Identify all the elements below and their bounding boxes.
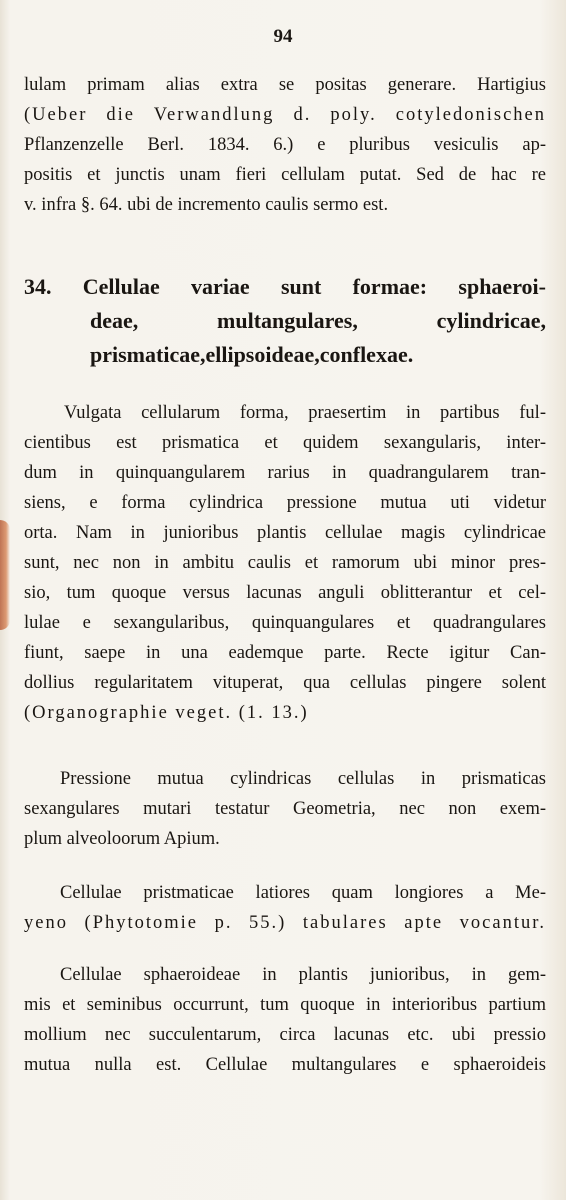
text-line: yeno (Phytotomie p. 55.) tabulares apte vocantur.: [24, 913, 546, 933]
text-line: fiunt, saepe in una eademque parte. Recte igitur Can-: [24, 643, 546, 663]
paragraph-sphaeroideae: [24, 960, 546, 1080]
text-line: mollium nec succulentarum, circa lacunas etc. ubi pressio: [24, 1025, 546, 1045]
text-line: sunt, nec non in ambitu caulis et ramorum ubi minor pres-: [24, 553, 546, 573]
text-line: mis et seminibus occurrunt, tum quoque in interioribus partium: [24, 995, 546, 1015]
text-line: v. infra §. 64. ubi de incremento caulis sermo est.: [24, 195, 389, 215]
text-line: Pressione mutua cylindricas cellulas in prismaticas: [60, 769, 546, 789]
text-line: (Organographie veget. (1. 13.): [24, 703, 309, 723]
page-number: 94: [273, 26, 293, 47]
text-line: sio, tum quoque versus lacunas anguli oblitterantur et cel-: [24, 583, 546, 603]
heading-line: prismaticae,ellipsoideae,conflexae.: [90, 342, 414, 367]
paragraph-forma: [24, 398, 546, 728]
paragraph-pressione: [24, 764, 546, 854]
text-line: sexangulares mutari testatur Geometria, nec non exem-: [24, 799, 546, 819]
text-line: (Ueber die Verwandlung d. poly. cotyledonischen: [24, 105, 546, 125]
heading-line: deae, multangulares, cylindricae,: [90, 308, 546, 333]
text-line: Pflanzenzelle Berl. 1834. 6.) e pluribus vesiculis ap-: [24, 135, 546, 155]
text-line: positis et junctis unam fieri cellulam putat. Sed de hac re: [24, 165, 546, 185]
intro-paragraph: [24, 70, 546, 220]
text-line: Vulgata cellularum forma, praesertim in partibus ful-: [64, 403, 546, 423]
heading-line: 34. Cellulae variae sunt formae: sphaeroi-: [24, 274, 546, 299]
text-line: cientibus est prismatica et quidem sexangularis, inter-: [24, 433, 546, 453]
paragraph-tabulares: [24, 878, 546, 938]
text-line: Cellulae sphaeroideae in plantis junioribus, in gem-: [60, 965, 546, 985]
text-line: lulam primam alias extra se positas generare. Hartigius: [24, 75, 546, 95]
page-edge-stain: [0, 520, 10, 630]
text-line: orta. Nam in junioribus plantis cellulae magis cylindricae: [24, 523, 546, 543]
text-line: mutua nulla est. Cellulae multangulares e sphaeroideis: [24, 1055, 546, 1075]
text-line: dum in quinquangularem rarius in quadrangularem tran-: [24, 463, 546, 483]
text-line: Cellulae pristmaticae latiores quam longiores a Me-: [60, 883, 546, 903]
text-line: dollius regularitatem vituperat, qua cellulas pingere solent: [24, 673, 546, 693]
section-heading: [24, 270, 546, 372]
text-line: siens, e forma cylindrica pressione mutua uti videtur: [24, 493, 546, 513]
text-line: lulae e sexangularibus, quinquangulares et quadrangulares: [24, 613, 546, 633]
text-line: plum alveoloorum Apium.: [24, 829, 220, 849]
section-number: 34.: [24, 274, 83, 299]
